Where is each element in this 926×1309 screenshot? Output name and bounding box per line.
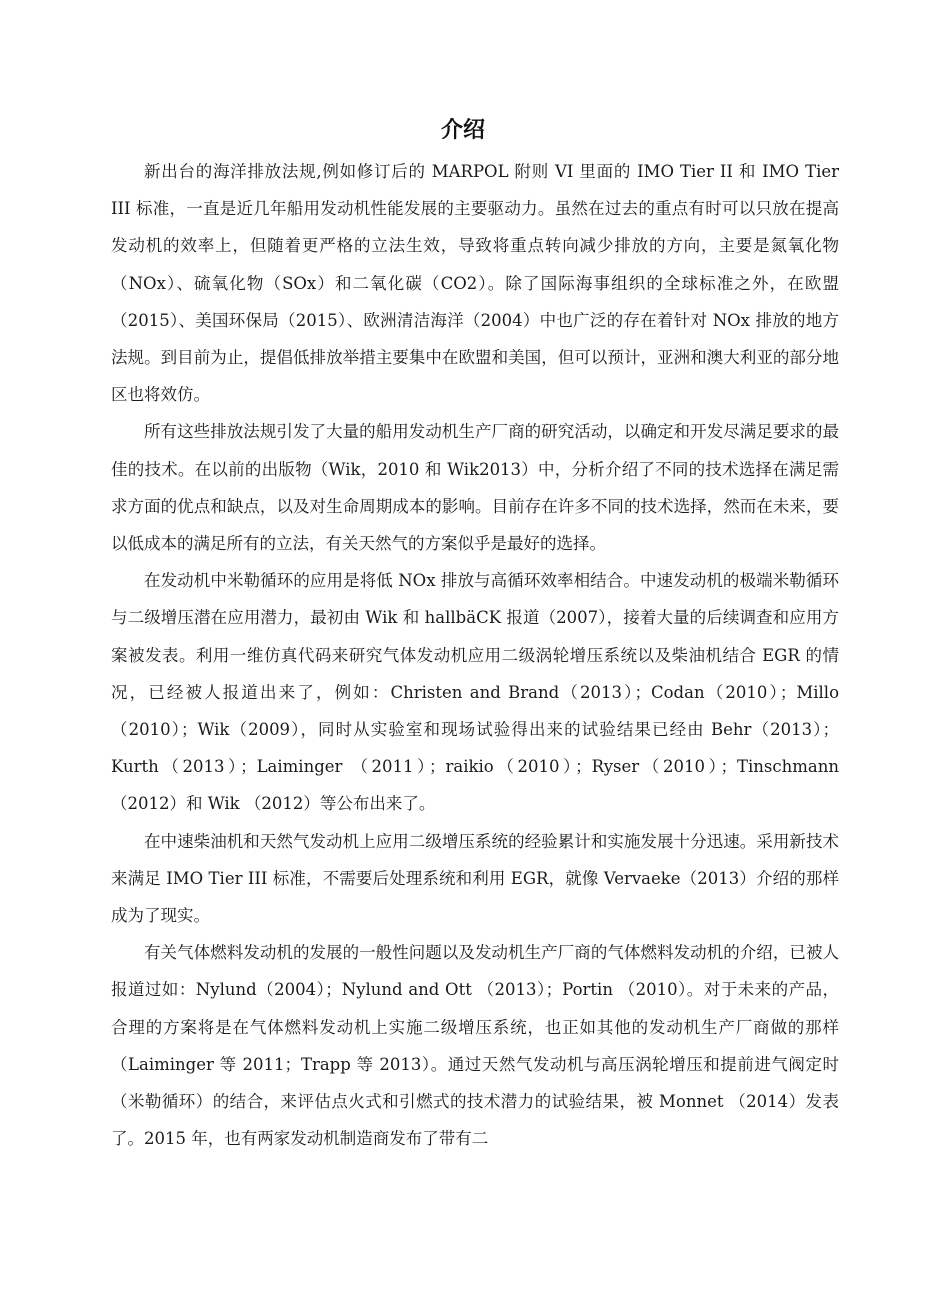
paragraph: 所有这些排放法规引发了大量的船用发动机生产厂商的研究活动，以确定和开发尽满足要求的最佳的技术。在以前的出版物（Wik，2010 和 Wik2013）中，分析介绍了不同的技术选择在满足需求方面的优点和缺点，以及对生命周期成本的影响。目前存在许多不同的技术选择，然而在未来，要以低成本的满足所有的立法，有关天然气的方案似乎是最好的选择。 [111,422,839,554]
page-title: 介绍 [440,118,485,143]
paragraph: 在发动机中米勒循环的应用是将低 NOx 排放与高循环效率相结合。中速发动机的极端米勒循环与二级增压潜在应用潜力，最初由 Wik 和 hallbäCK 报道（2007），接着大量的后续调查和应用方案被发表。利用一维仿真代码来研究气体发动机应用二级涡轮增压系统以及柴油机结合 EGR 的情况，已经被人报道出来了，例如：Christen and Brand（2013）；Codan（2010）；Millo（2010）；Wik（2009），同时从实验室和现场试验得出来的试验结果已经由 Behr（2013）；Kurth（2013）；Laiminger （2011）；raikio（2010）；Ryser（2010）；Tinschmann（2012）和 Wik （2012）等公布出来了。 [111,571,839,814]
paragraph: 新出台的海洋排放法规,例如修订后的 MARPOL 附则 VI 里面的 IMO Tier II 和 IMO Tier III 标准，一直是近几年船用发动机性能发展的主要驱动力。虽然在过去的重点有时可以只放在提高发动机的效率上，但随着更严格的立法生效，导致将重点转向减少排放的方向，主要是氮氧化物（NOx）、硫氧化物（SOx）和二氧化碳（CO2）。除了国际海事组织的全球标准之外，在欧盟（2015）、美国环保局（2015）、欧洲清洁海洋（2004）中也广泛的存在着针对 NOx 排放的地方法规。到目前为止，提倡低排放举措主要集中在欧盟和美国，但可以预计，亚洲和澳大利亚的部分地区也将效仿。 [111,162,839,405]
paragraph: 在中速柴油机和天然气发动机上应用二级增压系统的经验累计和实施发展十分迅速。采用新技术来满足 IMO Tier III 标准，不需要后处理系统和利用 EGR，就像 Vervaeke（2013）介绍的那样成为了现实。 [111,831,839,926]
body-text [111,153,839,1157]
paragraph: 有关气体燃料发动机的发展的一般性问题以及发动机生产厂商的气体燃料发动机的介绍，已被人报道过如：Nylund（2004）；Nylund and Ott （2013）；Portin （2010）。对于未来的产品，合理的方案将是在气体燃料发动机上实施二级增压系统，也正如其他的发动机生产厂商做的那样（Laiminger 等 2011；Trapp 等 2013）。通过天然气发动机与高压涡轮增压和提前进气阀定时（米勒循环）的结合，来评估点火式和引燃式的技术潜力的试验结果，被 Monnet （2014）发表了。2015 年，也有两家发动机制造商发布了带有二 [111,943,839,1149]
